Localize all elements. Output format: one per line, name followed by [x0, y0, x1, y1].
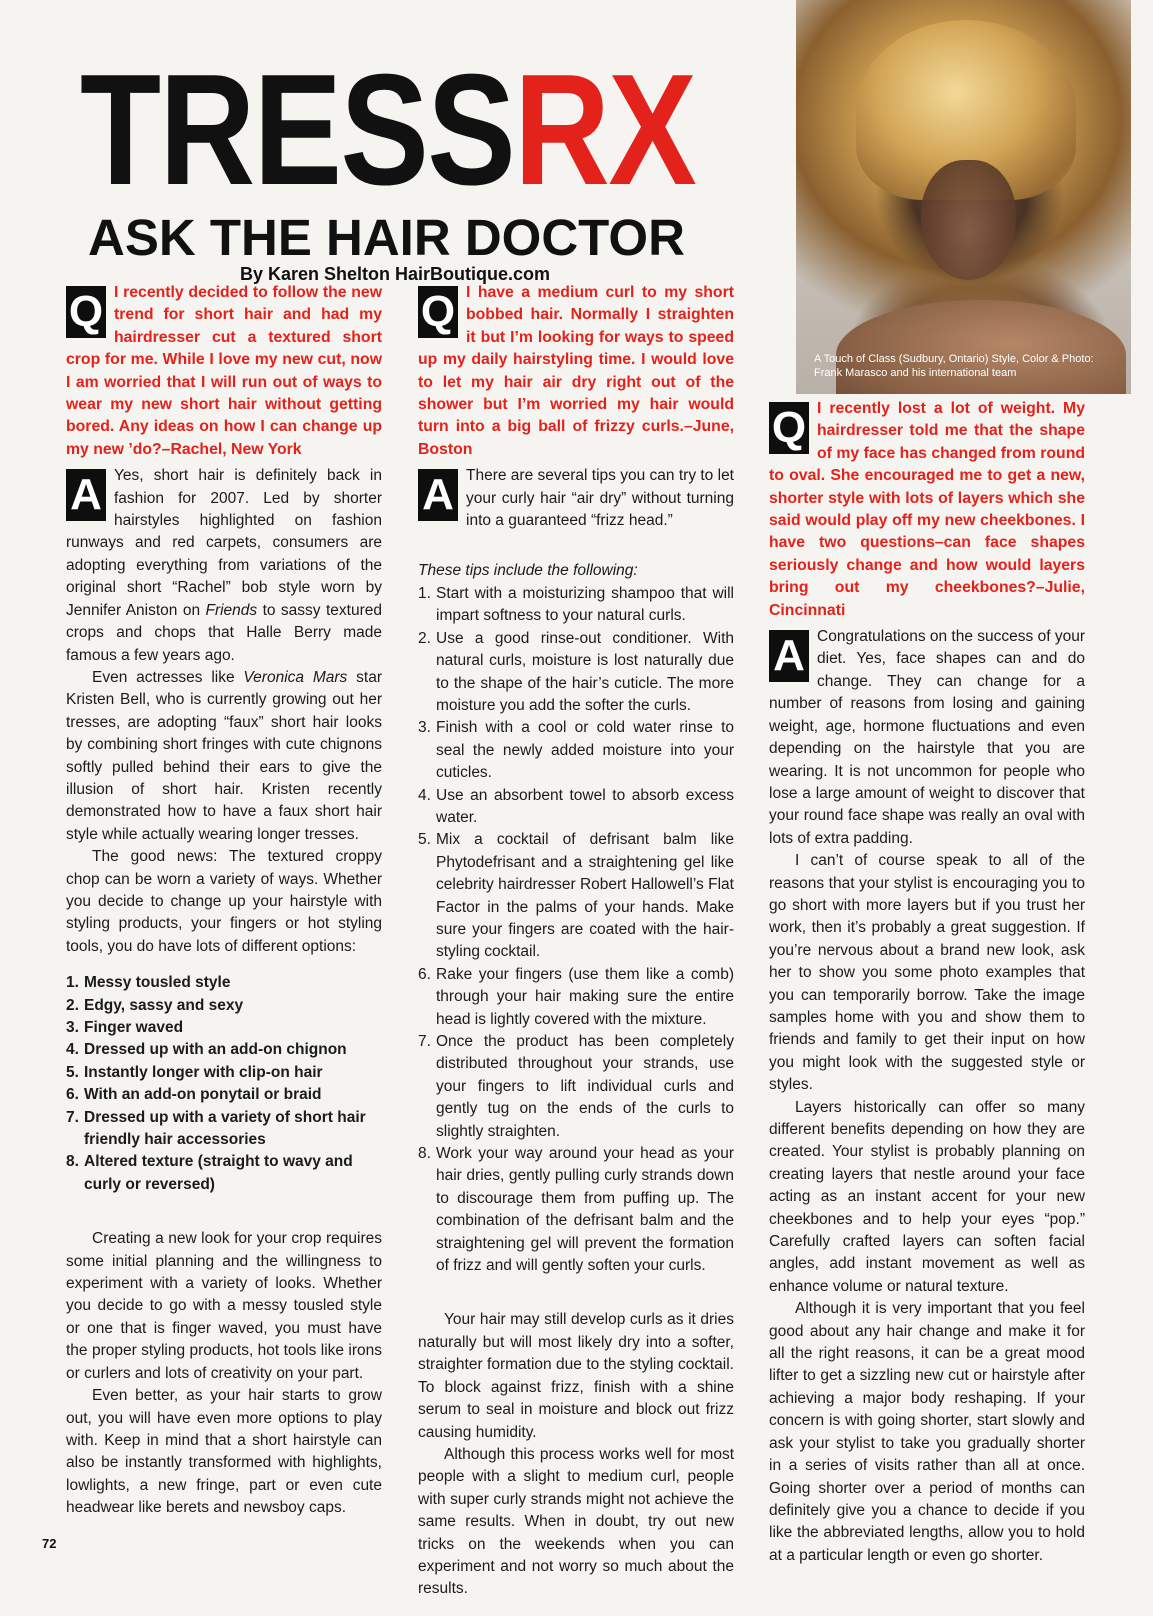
paragraph: Your hair may still develop curls as it dries naturally but will most likely dry into a softer, straighter formation due to the styling cocktail. To block against frizz, finish with a shine serum to seal in moisture and block out frizz causing humidity. [418, 1311, 734, 1441]
answer-paragraph [66, 465, 382, 667]
list-number: 8. [66, 1153, 79, 1171]
photo-caption: A Touch of Class (Sudbury, Ontario) Style, Color & Photo: Frank Marasco and his international team [814, 353, 1094, 379]
list-number: 3. [66, 1019, 79, 1036]
drop-cap-a: A [66, 469, 106, 521]
drop-cap-q: Q [418, 286, 458, 338]
list-text: With an add-on ponytail or braid [84, 1086, 322, 1104]
question-text: I have a medium curl to my short bobbed hair. Normally I straighten it but I’m looking for ways to speed up my daily hairstyling time. I would love to let my hair air dry right out of the shower but I’m worried my hair would turn into a big ball of frizzy curls.–June, Boston [418, 284, 734, 458]
list-number: 3. [418, 719, 431, 737]
question-block-2 [418, 282, 734, 461]
list-text: Start with a moisturizing shampoo that will impart softness to your natural curls. [436, 584, 734, 625]
column-2 [418, 282, 734, 1601]
list-text: Once the product has been completely distributed throughout your strands, use your fingers to lift individual curls and gently tug on the ends of the curls to slightly straighten. [436, 1033, 734, 1140]
list-text: Work your way around your head as your hair dries, gently pulling curly strands down to discourage them from puffing up. The combination of the defrisant balm and the straightening gel will prevent the formation of frizz and will gently soften your curls. [436, 1145, 734, 1275]
answer-block-2 [418, 465, 734, 532]
list-text: Mix a cocktail of defrisant balm like Phytodefrisant and a straightening gel like celebrity hairdresser Robert Hallowell’s Flat Factor in the palms of your hands. Make sure your fingers are coated with the hair-styling cocktail. [436, 831, 734, 961]
list-text: Dressed up with a variety of short hair friendly hair accessories [84, 1108, 366, 1149]
column-3 [769, 398, 1085, 1567]
list-text: Dressed up with an add-on chignon [84, 1041, 347, 1059]
answer-block-3 [769, 626, 1085, 850]
style-options-list [66, 972, 382, 1196]
list-item [66, 1062, 382, 1084]
list-number: 7. [66, 1108, 79, 1126]
hair-model-photo [796, 0, 1131, 394]
masthead-title [80, 44, 695, 216]
list-number: 4. [66, 1041, 79, 1059]
question-text: I recently lost a lot of weight. My hairdresser told me that the shape of my face has changed from round to oval. She encouraged me to get a new, shorter style with lots of layers which she said would play off my new cheekbones. I have two questions–can face shapes seriously change and how would layers bring out my cheekbones?–Julie, Cincinnati [769, 400, 1085, 619]
spacer [418, 1291, 734, 1309]
list-item [66, 1084, 382, 1106]
list-number: 6. [418, 965, 431, 983]
paragraph [66, 667, 382, 846]
answer-block-1 [66, 465, 382, 667]
list-item [418, 628, 734, 718]
list-number: 2. [66, 996, 79, 1014]
list-item [418, 717, 734, 784]
list-text: Instantly longer with clip-on hair [84, 1063, 323, 1081]
paragraph: I can’t of course speak to all of the reasons that your stylist is encouraging you to go short with more layers but if you trust her work, then it’s probably a great suggestion. If you’re nervous about a brand new look, ask her to show you some photo examples that you can temporarily borrow. Take the image samples home with you and show them to friends and family to get their input on how you might look with the suggested style or styles. [769, 852, 1085, 1094]
list-item [418, 964, 734, 1031]
list-text: Edgy, sassy and sexy [84, 996, 244, 1014]
list-number: 8. [418, 1145, 431, 1163]
page-number: 72 [42, 1536, 57, 1551]
list-text: Finish with a cool or cold water rinse to seal the newly added moisture into your cuticles. [436, 719, 734, 782]
list-text: Use a good rinse-out conditioner. With natural curls, moisture is lost naturally due to the shape of the hair’s cuticle. The more moisture you add the softer the curls. [436, 629, 734, 714]
drop-cap-a: A [769, 630, 809, 682]
question-block-1 [66, 282, 382, 461]
tips-list [418, 583, 734, 1278]
list-item [418, 583, 734, 628]
list-text: Finger waved [84, 1019, 184, 1036]
paragraph: Creating a new look for your crop requires some initial planning and the willingness to experiment with a variety of looks. Whether you decide to go with a messy tousled style or one that is finger waved, you must have the proper styling products, hot tools like irons or curlers and lots of creativity on your part. [66, 1230, 382, 1382]
paragraph: Even better, as your hair starts to grow out, you will have even more options to play with. Keep in mind that a short hairstyle can also be instantly transformed with highlights, lowlights, a new fringe, part or even cute headwear like berets and newsboy caps. [66, 1387, 382, 1517]
photo-face-shape [921, 160, 1016, 280]
text-run: star Kristen Bell, who is currently growing out her tresses, are adopting “faux” short hair looks by combining short fringes with cute chignons softly pulled behind their ears to give the illusion of short hair. Kristen recently demonstrated how to have a faux short hair style while actually wearing longer tresses. [66, 668, 382, 843]
list-item [66, 1151, 382, 1196]
question-text: I recently decided to follow the new trend for short hair and had my hairdresser cut a textured short crop for me. While I love my new cut, now I am worried that I will run out of ways to wear my new short hair without getting bored. Any ideas on how I can change up my new ’do?–Rachel, New York [66, 284, 382, 458]
list-number: 5. [66, 1063, 79, 1081]
list-number: 5. [418, 831, 431, 849]
column-1 [66, 282, 382, 1520]
list-number: 2. [418, 629, 431, 647]
paragraph: Although it is very important that you feel good about any hair change and make it for all the right reasons, it can be a great mood lifter to get a sizzling new cut or hairstyle after achieving a major body reshaping. If your concern is with going shorter, start slowly and ask your stylist to take you gradually shorter in a series of visits rather than all at once. Going shorter over a period of months can definitely give you a chance to decide if you like the abbreviated lengths, allow you to hold at a particular length or even go shorter. [769, 1300, 1085, 1564]
list-item [66, 1039, 382, 1061]
list-text: Use an absorbent towel to absorb excess water. [436, 786, 734, 826]
list-item [66, 1017, 382, 1039]
list-text: Messy tousled style [84, 974, 231, 992]
paragraph: Layers historically can offer so many different benefits depending on how they are created. Your stylist is probably planning on creating layers that nestle around your face acting as an instant accent for your new cheekbones and to help your eyes “pop.” Carefully crafted layers can soften facial angles, add instant movement as well as enhance volume or natural texture. [769, 1098, 1085, 1295]
spacer [66, 1210, 382, 1228]
list-item [66, 995, 382, 1017]
spacer [418, 532, 734, 546]
text-run: Yes, short hair is definitely back in fashion for 2007. Led by shorter hairstyles highlighted on fashion runways and red carpets, consumers are adopting everything from variations of the original short “Rachel” bob style worn by Jennifer Aniston on [66, 467, 382, 619]
title-tress: TRESS [80, 42, 515, 218]
show-title: Veronica Mars [243, 668, 348, 686]
question-block-3 [769, 398, 1085, 622]
list-item [418, 785, 734, 830]
list-item [66, 972, 382, 994]
list-item [418, 1031, 734, 1143]
drop-cap-a: A [418, 469, 458, 521]
tips-intro: These tips include the following: [418, 562, 638, 580]
paragraph: Although this process works well for most people with a slight to medium curl, people with super curly strands might not achieve the same results. When in doubt, try out new tricks on the weekends when you can experiment and not worry so much about the results. [418, 1445, 734, 1598]
answer-paragraph: There are several tips you can try to let your curly hair “air dry” without turning into a guaranteed “frizz head.” [466, 467, 734, 530]
list-text: Rake your fingers (use them like a comb) through your hair making sure the entire head is lightly covered with the mixture. [436, 965, 734, 1028]
list-number: 6. [66, 1086, 79, 1104]
list-item [418, 1143, 734, 1277]
drop-cap-q: Q [66, 286, 106, 338]
title-rx: RX [514, 42, 696, 218]
list-number: 4. [418, 786, 431, 804]
text-run: Even actresses like [92, 668, 244, 686]
byline: By Karen Shelton HairBoutique.com [240, 264, 551, 284]
show-title: Friends [205, 601, 258, 619]
subtitle: ASK THE HAIR DOCTOR [88, 209, 685, 266]
list-number: 7. [418, 1033, 431, 1050]
drop-cap-q: Q [769, 402, 809, 454]
answer-paragraph: Congratulations on the success of your diet. Yes, face shapes can and do change. They can change for a number of reasons from losing and gaining weight, age, hormone fluctuations and even depending on the hairstyle that you are wearing. It is not uncommon for people who lose a large amount of weight to discover that your round face shape was really an oval with lots of extra padding. [769, 628, 1085, 847]
text-run: to sassy textured crops and chops that Halle Berry made famous a few years ago. [66, 601, 382, 664]
list-number: 1. [66, 974, 79, 992]
list-item [66, 1107, 382, 1152]
list-item [418, 829, 734, 963]
paragraph: The good news: The textured croppy chop can be worn a variety of ways. Whether you decide to change up your hairstyle with styling products, your fingers or hot styling tools, you do have lots of different options: [66, 848, 382, 955]
list-number: 1. [418, 584, 431, 602]
list-text: Altered texture (straight to wavy and curly or reversed) [84, 1153, 353, 1193]
